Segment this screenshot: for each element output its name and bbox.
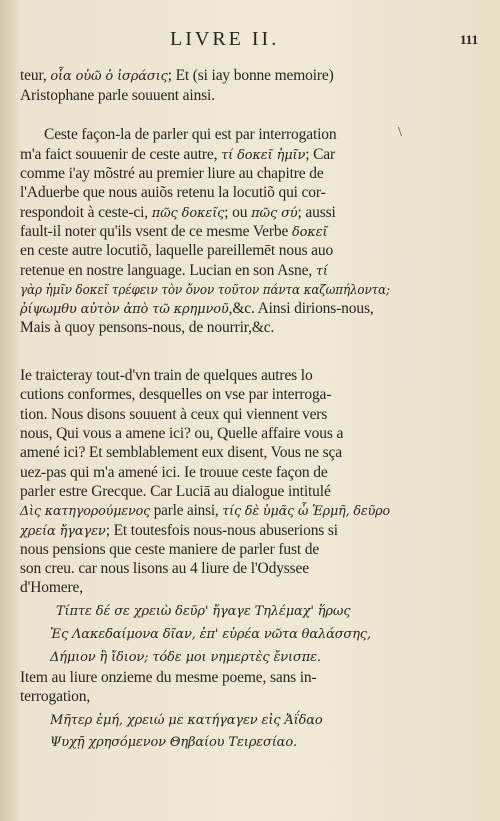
text-line: Δὶς κατηγορούμενος parle ainsi, τίς δὲ ὑμᾶς ὦ Ἑρμῆ, δεῦρο	[20, 502, 391, 519]
verse-line: Μῆτερ ἐμή, χρειώ με κατήγαγεν εἰς Ἀΐδαο	[50, 713, 323, 728]
text-line: tion. Nous disons souuent à ceux qui viennent vers	[20, 406, 328, 423]
text-line: retenue en nostre language. Lucian en son Asne, τί	[20, 262, 328, 279]
text-line: Ceste façon-la de parler qui est par interrogation	[44, 126, 337, 143]
page-number: 111	[460, 32, 479, 47]
text-line: terrogation,	[20, 688, 91, 705]
text-line: parler estre Grecque. Car Luciā au dialogue intitulé	[20, 483, 331, 500]
text-line: fault-il noter qu'ils vsent de ce mesme Verbe δοκεῖ	[20, 223, 328, 240]
verse-line: Τίπτε δέ σε χρειὼ δεῦρ' ἤγαγε Τηλέμαχ' ἥρως	[56, 604, 351, 619]
text-line: comme i'ay mõstré au premier liure au chapitre de	[20, 165, 324, 182]
text-line: teur, οἷα οὐῶ ὁ ἰσράσις; Et (si iay bonne memoire)	[20, 67, 334, 84]
greek-line: γὰρ ἡμῖν δοκεῖ τρέφειν τὸν ὄνον τοῦτον πάντα καζωπήλοντα;	[20, 283, 390, 298]
text-line: respondoit à ceste-ci, πῶς δοκεῖς; ou πῶς σύ; aussi	[20, 204, 336, 221]
text-line: Ie traicteray tout-d'vn train de quelques autres lo	[20, 367, 313, 384]
text-line: nous, Qui vous a amene ici? ou, Quelle affaire vous a	[20, 425, 344, 442]
text-line: amené ici? Et semblablement eux disent, Vous ne sça	[20, 444, 342, 461]
text-line: Mais à quoy pensons-nous, de nourrir,&c.	[20, 319, 275, 336]
text-line: en ceste autre locutiõ, laquelle pareillemēt nous auo	[20, 242, 334, 259]
text-line: uez-pas qui m'a amené ici. Ie trouue ceste façon de	[20, 464, 328, 481]
verse-line: Δήμιον ἢ ἴδιον; τόδε μοι νημερτὲς ἔνισπε.	[50, 650, 321, 665]
verse-line: Ἐς Λακεδαίμονα δῖαν, ἐπ' εὐρέα νῶτα θαλάσσης,	[50, 627, 371, 642]
text-line: d'Homere,	[20, 579, 83, 596]
text-line: cutions conformes, desquelles on vse par interroga-	[20, 386, 332, 403]
text-line: son creu. car nous lisons au 4 liure de l'Odyssee	[20, 560, 310, 577]
text-line: nous pensions que ceste maniere de parler fust de	[20, 541, 320, 558]
text-line: ῥίψωμθυ αὐτὸν ἀπὸ τῶ κρημνοῦ,&c. Ainsi dirions-nous,	[20, 300, 374, 317]
text-line: Aristophane parle souuent ainsi.	[20, 87, 215, 104]
verse-line: Ψυχῇ χρησόμενον Θηβαίου Τειρεσίαο.	[50, 735, 297, 750]
running-head: LIVRE II.	[170, 28, 280, 50]
text-line: l'Aduerbe que nous auiõs retenu la locutiõ qui cor-	[20, 184, 326, 201]
text-line: m'a faict souuenir de ceste autre, τί δοκεῖ ἡμῖν; Car	[20, 146, 336, 163]
text-line: Item au liure onzieme du mesme poeme, sans in-	[20, 669, 317, 686]
text-line: χρεία ἤγαγεν; Et toutesfois nous-nous abuserions si	[20, 522, 338, 539]
margin-mark: \	[398, 125, 402, 140]
